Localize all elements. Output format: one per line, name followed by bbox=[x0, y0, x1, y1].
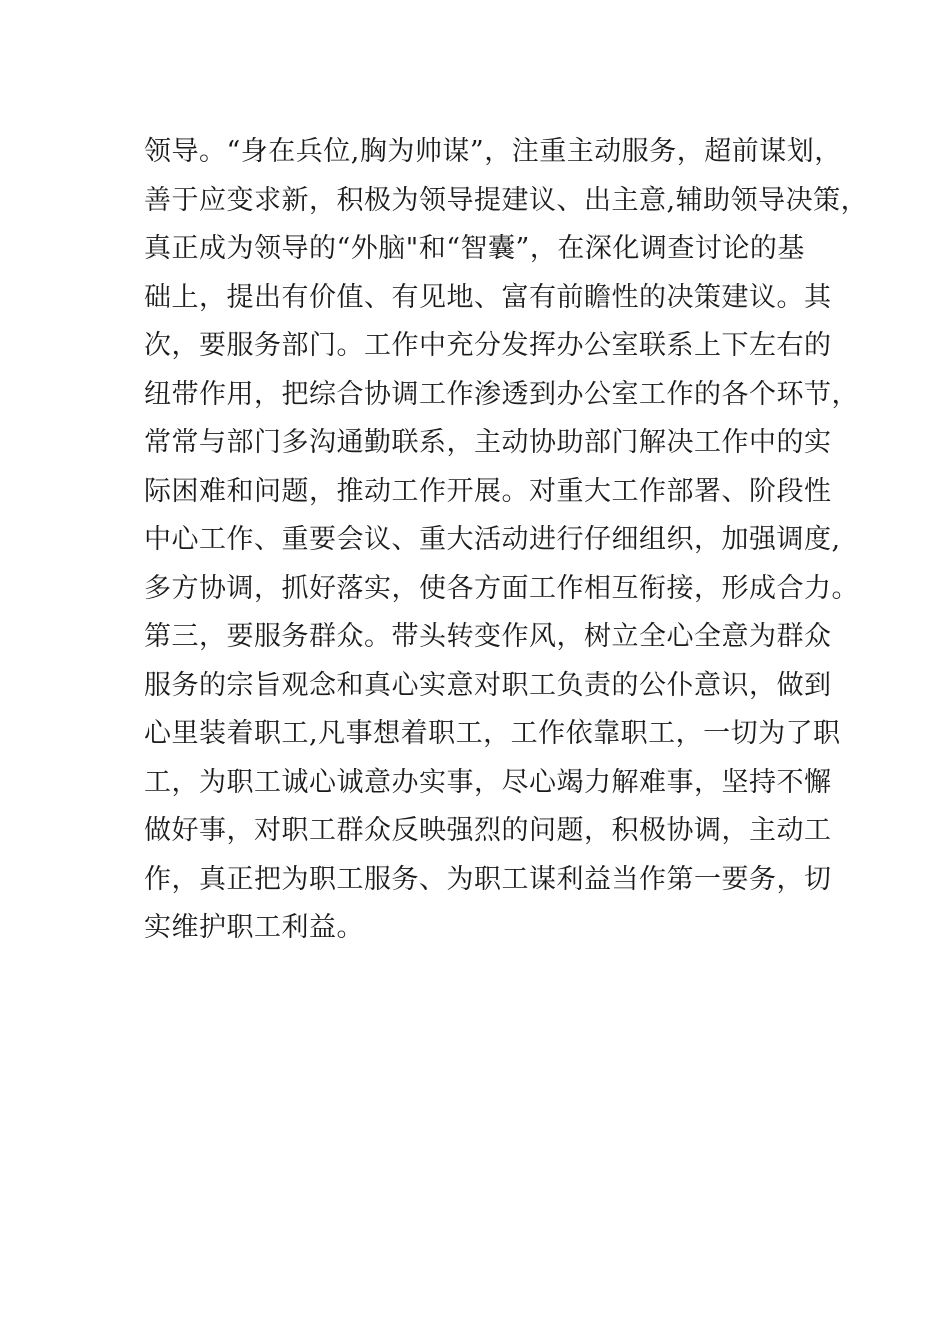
text-line: 心里装着职工,凡事想着职工，工作依靠职工，一切为了职 bbox=[144, 718, 841, 749]
text-line: 多方协调，抓好落实，使各方面工作相互衔接，形成合力。 bbox=[144, 572, 859, 604]
text-line: 实维护职工利益。 bbox=[144, 912, 364, 943]
text-line: 真正成为领导的“外脑"和“智囊”，在深化调查讨论的基 bbox=[144, 233, 805, 264]
text-line: 善于应变求新，积极为领导提建议、出主意,辅助领导决策， bbox=[144, 184, 869, 216]
text-line: 工，为职工诚心诚意办实事，尽心竭力解难事，坚持不懈 bbox=[144, 766, 832, 798]
text-line: 第三，要服务群众。带头转变作风，树立全心全意为群众 bbox=[144, 621, 832, 652]
text-line: 领导。“身在兵位,胸为帅谋”，注重主动服务，超前谋划， bbox=[144, 136, 842, 167]
text-line: 纽带作用，把综合协调工作渗透到办公室工作的各个环节， bbox=[144, 378, 859, 410]
text-line: 中心工作、重要会议、重大活动进行仔细组织，加强调度, bbox=[144, 524, 841, 555]
text-line: 础上，提出有价值、有见地、富有前瞻性的决策建议。其 bbox=[144, 281, 832, 313]
text-line: 常常与部门多沟通勤联系，主动协助部门解决工作中的实 bbox=[144, 427, 832, 458]
text-line: 次，要服务部门。工作中充分发挥办公室联系上下左右的 bbox=[144, 330, 832, 361]
text-line: 际困难和问题，推动工作开展。对重大工作部署、阶段性 bbox=[144, 475, 832, 507]
text-line: 做好事，对职工群众反映强烈的问题，积极协调，主动工 bbox=[144, 815, 832, 846]
body-text bbox=[144, 128, 869, 953]
text-line: 服务的宗旨观念和真心实意对职工负责的公仆意识，做到 bbox=[144, 669, 832, 701]
text-line: 作，真正把为职工服务、为职工谋利益当作第一要务，切 bbox=[144, 863, 832, 895]
